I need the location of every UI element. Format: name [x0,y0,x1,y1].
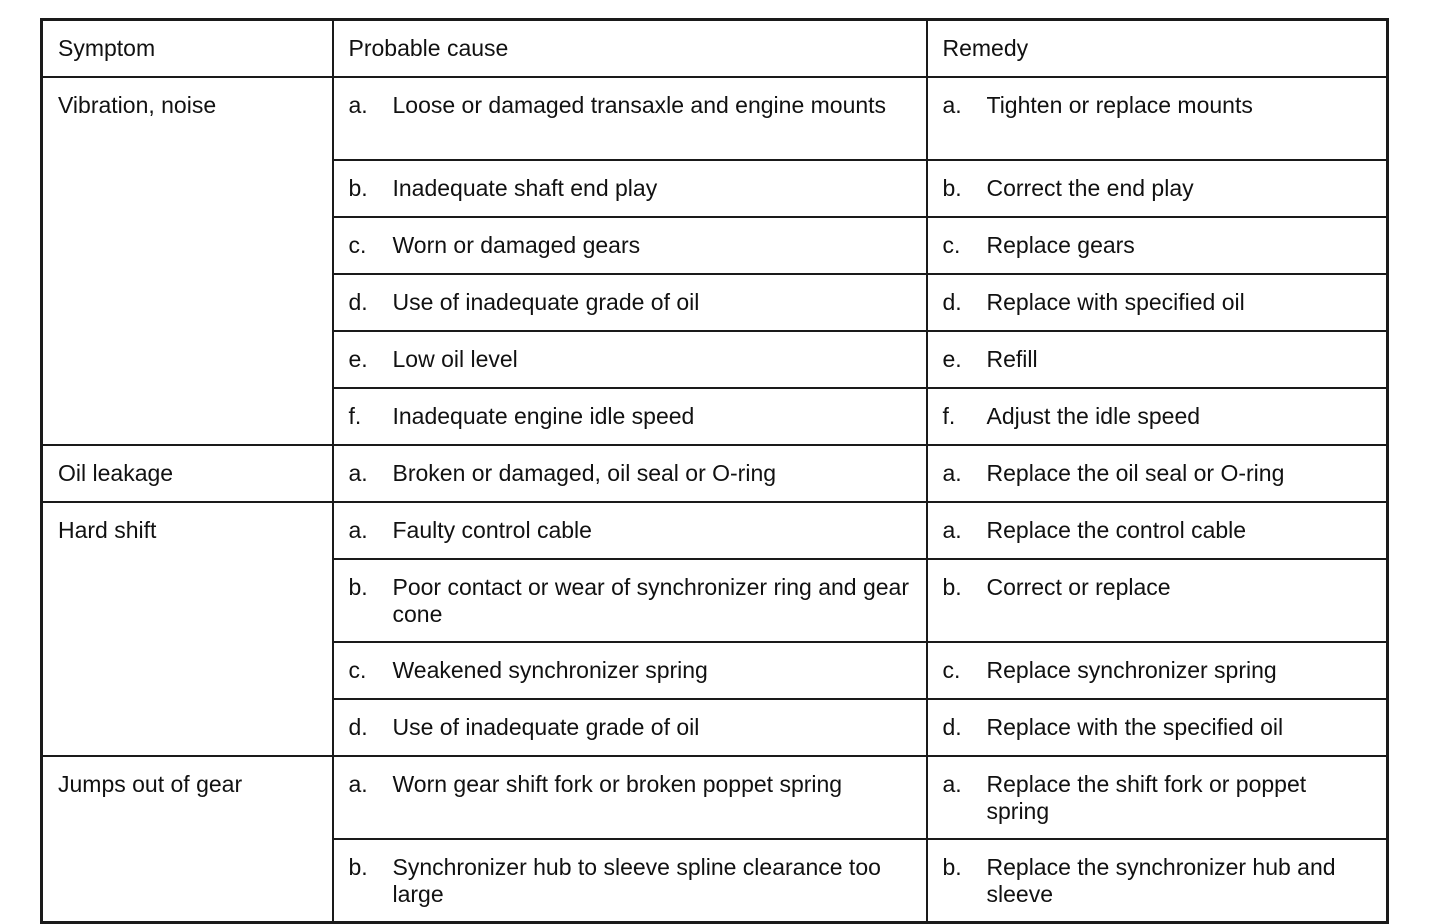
table-row [42,77,1388,160]
remedy-letter: c. [942,232,961,258]
cause-cell [333,217,927,274]
cause-cell [333,331,927,388]
cause-text: Use of inadequate grade of oil [392,289,700,315]
remedy-text: Replace gears [986,232,1135,258]
cause-letter: b. [348,175,368,201]
cause-letter: a. [348,460,368,486]
cause-letter: d. [348,289,368,315]
cause-cell [333,699,927,756]
table-row [42,502,1388,559]
cause-text: Inadequate engine idle speed [392,403,695,429]
cause-text: Worn gear shift fork or broken poppet spring [392,771,843,797]
header-remedy: Remedy [927,20,1388,78]
remedy-letter: a. [942,517,962,543]
remedy-letter: d. [942,289,962,315]
cause-letter: a. [348,517,368,543]
remedy-letter: c. [942,657,961,683]
remedy-text: Replace the control cable [986,517,1247,543]
cause-cell [333,502,927,559]
remedy-cell [927,217,1388,274]
remedy-letter: e. [942,346,962,372]
cause-text: Inadequate shaft end play [392,175,658,201]
cause-cell [333,274,927,331]
cause-text: Synchronizer hub to sleeve spline clearance too large [392,854,881,907]
remedy-cell [927,642,1388,699]
cause-letter: f. [348,403,362,429]
remedy-letter: a. [942,460,962,486]
cause-cell [333,839,927,923]
cause-cell [333,756,927,839]
symptom-cell: Hard shift [42,502,333,756]
cause-letter: b. [348,854,368,880]
remedy-text: Correct the end play [986,175,1194,201]
cause-cell [333,445,927,502]
cause-text: Broken or damaged, oil seal or O-ring [392,460,777,486]
remedy-cell [927,756,1388,839]
remedy-cell [927,839,1388,923]
remedy-cell [927,160,1388,217]
remedy-cell [927,388,1388,445]
remedy-cell [927,331,1388,388]
cause-cell [333,642,927,699]
cause-cell [333,160,927,217]
remedy-cell [927,559,1388,642]
symptom-cell: Vibration, noise [42,77,333,445]
table-row [42,756,1388,839]
remedy-text: Replace the synchronizer hub and sleeve [986,854,1336,907]
remedy-letter: b. [942,574,962,600]
remedy-cell [927,274,1388,331]
remedy-letter: d. [942,714,962,740]
remedy-cell [927,77,1388,160]
cause-text: Use of inadequate grade of oil [392,714,700,740]
header-symptom: Symptom [42,20,333,78]
remedy-text: Replace synchronizer spring [986,657,1277,683]
cause-letter: a. [348,92,368,118]
cause-cell [333,388,927,445]
cause-text: Loose or damaged transaxle and engine mounts [392,92,887,118]
remedy-text: Correct or replace [986,574,1171,600]
cause-cell [333,559,927,642]
cause-letter: d. [348,714,368,740]
cause-text: Low oil level [392,346,518,372]
remedy-letter: a. [942,771,962,797]
remedy-text: Replace with specified oil [986,289,1245,315]
cause-letter: b. [348,574,368,600]
cause-letter: c. [348,232,367,258]
symptom-cell: Oil leakage [42,445,333,502]
cause-letter: c. [348,657,367,683]
troubleshooting-table [40,18,1389,924]
remedy-text: Adjust the idle speed [986,403,1201,429]
remedy-letter: f. [942,403,956,429]
remedy-text: Replace the oil seal or O-ring [986,460,1285,486]
symptom-cell: Jumps out of gear [42,756,333,923]
header-row [42,20,1388,78]
cause-text: Weakened synchronizer spring [392,657,708,683]
cause-letter: a. [348,771,368,797]
remedy-text: Refill [986,346,1038,372]
remedy-letter: b. [942,175,962,201]
remedy-cell [927,699,1388,756]
remedy-cell [927,445,1388,502]
remedy-text: Replace with the specified oil [986,714,1284,740]
table-row [42,445,1388,502]
troubleshooting-table-container [40,18,1386,924]
header-cause: Probable cause [333,20,927,78]
cause-letter: e. [348,346,368,372]
cause-cell [333,77,927,160]
remedy-letter: b. [942,854,962,880]
cause-text: Worn or damaged gears [392,232,641,258]
remedy-letter: a. [942,92,962,118]
remedy-cell [927,502,1388,559]
cause-text: Faulty control cable [392,517,592,543]
remedy-text: Tighten or replace mounts [986,92,1253,118]
cause-text: Poor contact or wear of synchronizer ring and gear cone [392,574,909,627]
remedy-text: Replace the shift fork or poppet spring [986,771,1307,824]
